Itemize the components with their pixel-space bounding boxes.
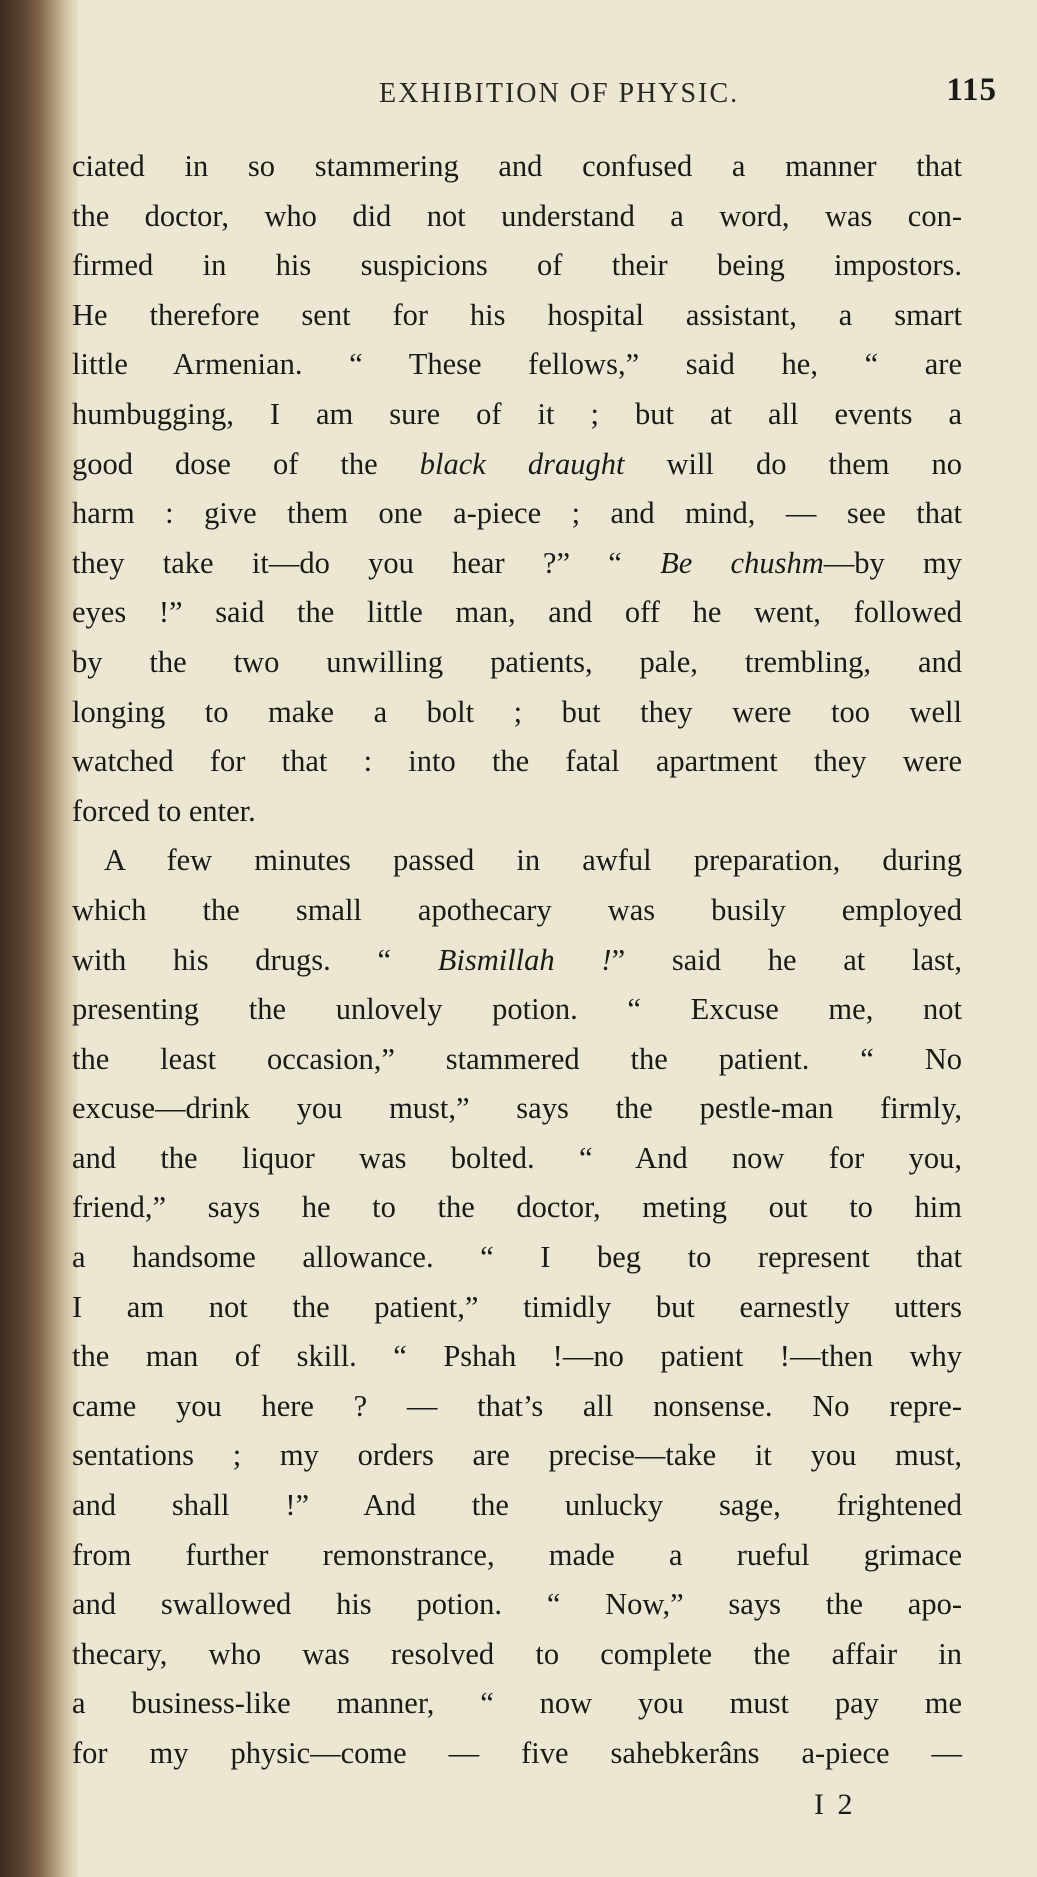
text-line: and swallowed his potion. “ Now,” says the apo- <box>72 1587 962 1622</box>
body-text <box>72 142 962 1779</box>
running-title: EXHIBITION OF PHYSIC. <box>379 78 740 109</box>
text-line <box>72 539 962 589</box>
text-line: longing to make a bolt ; but they were too well <box>72 694 962 729</box>
text-line: harm : give them one a-piece ; and mind, — see that <box>72 496 962 531</box>
text-line: friend,” says he to the doctor, meting out to him <box>72 1190 962 1225</box>
text-line: sentations ; my orders are precise—take it you must, <box>72 1438 962 1473</box>
signature-mark: I 2 <box>814 1788 856 1821</box>
page-header <box>307 70 1037 130</box>
text-line: the doctor, who did not understand a word, was con- <box>72 198 962 233</box>
text-line <box>72 936 962 986</box>
text-line: firmed in his suspicions of their being impostors. <box>72 248 962 283</box>
text-segment: —by my <box>823 545 962 580</box>
text-line: thecary, who was resolved to complete the affair in <box>72 1636 962 1671</box>
text-segment: good dose of the <box>72 446 420 481</box>
text-line: humbugging, I am sure of it ; but at all events a <box>72 396 962 431</box>
text-line: presenting the unlovely potion. “ Excuse me, not <box>72 992 962 1027</box>
text-line: eyes !” said the little man, and off he went, followed <box>72 595 962 630</box>
text-line: the least occasion,” stammered the patient. “ No <box>72 1041 962 1076</box>
book-spine-shadow <box>0 0 78 1877</box>
text-line: a business-like manner, “ now you must pay me <box>72 1686 962 1721</box>
italic-phrase: black draught <box>419 446 625 481</box>
text-line: a handsome allowance. “ I beg to represent that <box>72 1240 962 1275</box>
text-segment: will do them no <box>624 446 963 481</box>
text-line: the man of skill. “ Pshah !—no patient !—then why <box>72 1339 962 1374</box>
text-segment: ” said he at last, <box>611 942 962 977</box>
text-segment: they take it—do you hear ?” “ <box>72 545 661 580</box>
text-line: watched for that : into the fatal apartment they were <box>72 744 962 779</box>
book-page <box>72 0 1037 1877</box>
text-line: which the small apothecary was busily employed <box>72 892 962 927</box>
text-line: He therefore sent for his hospital assistant, a smart <box>72 297 962 332</box>
italic-phrase: Be chushm <box>660 545 824 580</box>
italic-phrase: Bismillah ! <box>437 942 612 977</box>
text-line: forced to enter. <box>72 793 256 828</box>
text-line: came you here ? — that’s all nonsense. No repre- <box>72 1388 962 1423</box>
text-line: A few minutes passed in awful preparation, during <box>104 843 962 878</box>
text-segment: with his drugs. “ <box>72 942 438 977</box>
text-line: excuse—drink you must,” says the pestle-man firmly, <box>72 1091 962 1126</box>
text-line: from further remonstrance, made a rueful grimace <box>72 1537 962 1572</box>
text-line: ciated in so stammering and confused a manner that <box>72 149 962 183</box>
text-line <box>72 440 962 490</box>
text-line: and the liquor was bolted. “ And now for you, <box>72 1140 962 1175</box>
text-line: little Armenian. “ These fellows,” said he, “ are <box>72 347 962 382</box>
text-line: for my physic—come — five sahebkerâns a-piece — <box>72 1736 962 1770</box>
text-line: and shall !” And the unlucky sage, frightened <box>72 1488 962 1523</box>
page-number: 115 <box>946 72 997 108</box>
text-line: I am not the patient,” timidly but earnestly utters <box>72 1289 962 1324</box>
text-line: by the two unwilling patients, pale, trembling, and <box>72 644 962 679</box>
